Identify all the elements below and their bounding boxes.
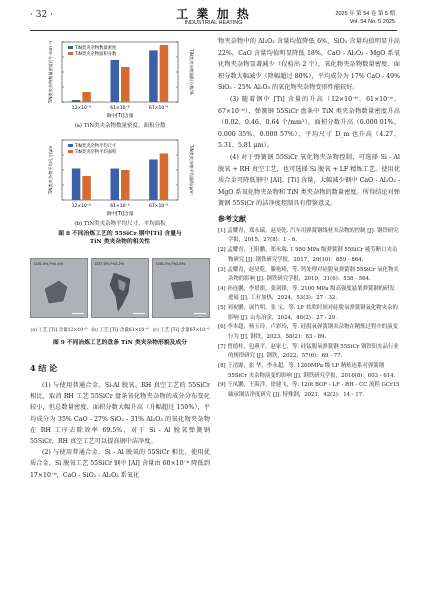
chart-a-ylabel: TiN类夹杂物数量密度/(个·mm⁻²) [48, 40, 53, 104]
reference-item: [7] 曾德柱，包燕平，赵家七，等. 硅锰脱氧弹簧钢 55SiCr 钢铁铝夹品行业的规律研究 [J]. 钢铁，2022，57(6)：69 - 77. [218, 343, 399, 360]
chart-a-legend-label: TiN类夹杂物面积分数 [75, 52, 117, 57]
chart-b-bar-series2 [82, 176, 91, 200]
issue-volume: Vol. 54 No. 5 2025 [349, 19, 395, 25]
chart-b-y2label: TiN类夹杂物平均面积/μm² [189, 144, 194, 196]
right-column [218, 36, 400, 401]
chart-a-legend-swatch [68, 46, 73, 49]
scale-bar [194, 313, 206, 314]
reference-item: [4] 孙连鹏，李晨旗，张剑锋，等. 2100 MPa 级高强度悬架弹簧钢的研发进展 [J]. 工业加热，2024，53(3)：27 - 32. [218, 285, 395, 302]
chart-b-legend-swatch [68, 150, 73, 153]
chart-b-ylabel: TiN类夹杂物平均尺寸/μm [48, 145, 53, 195]
chart-a-bar-series1 [110, 60, 119, 102]
references-list [218, 227, 400, 400]
inclusion-photo-b [91, 258, 149, 318]
chart-a-xtick-label: 67×10⁻⁶ [148, 106, 169, 111]
journal-title: 工 業 加 热 [176, 7, 251, 21]
scale-bar [133, 313, 145, 314]
chart-a-xtick-label: 12×10⁻⁶ [71, 106, 92, 111]
figure9-photos [30, 258, 210, 326]
figure8-caption [30, 230, 210, 246]
chart-a-legend-swatch [68, 52, 73, 55]
chart-b-xlabel: 钢中[Ti]含量 [106, 212, 134, 217]
chart-a-xtick-label: 61×10⁻⁶ [110, 106, 130, 111]
figure8-caption-line1: 图 8 不同冶炼工艺的 55SiCr 钢中[Ti] 含量与 [58, 231, 182, 237]
reference-item: [6] 李本超，杨玉玲，卢彩玲，等. 硅脱氧弹簧钢夹杂物在精炼过程中的演变行为 [J]. 钢铁，2023，58(2)：83 - 89. [218, 324, 398, 340]
chart-a-bar-series1 [72, 100, 81, 102]
inclusion-shape-a [31, 259, 89, 319]
reference-item: [2] 孟耀青，王阳鹏，郑永瑞. 1 950 MPa 级弹簧钢 55SiCr 疲劳断口夹杂物研究 [J]. 钢铁研究学报，2017，29(10)：859 - 864. [218, 247, 398, 263]
chart-b [30, 134, 208, 221]
journal-subtitle: INDUSTRIAL HEATING [184, 20, 243, 26]
chart-b-bar-series1 [149, 160, 158, 201]
chart-b-svg [30, 134, 208, 221]
inclusion-photo-a [30, 258, 88, 318]
chart-a-bar-series2 [160, 45, 169, 102]
chart-b-legend-label: TiN类夹杂物平均面积 [75, 150, 117, 155]
conclusion-paragraph-1: (1) 与使用普通合金、Si-Al 脱氧、RH 真空工艺的 55SiCr 相比，取消 RH 工艺 55SiCr 盘条氧化物夹杂物的成分分布变化较小，但总数量密度、面积分数大幅升高（升幅超过 150%），平均成分为 35% CaO - 27% SiO₂ - 31% Al₂O₃ 的氧化物夹杂物在 RH 工序去除效率 69.5%，对于 Si - Al 脱氧弹簧钢 55SiCr，RH 真空工艺可以提高钢中洁净度。 [30, 382, 210, 446]
reference-item: [9] 王凤鹏，王海洋，徐建飞，等. 120t BOF - LF - RH - CC 流程 GCr15 轴承钢洁净度研究 [J]. 特殊钢，2021，42(2)：14 - 17. [218, 382, 400, 398]
chart-a-bar-series2 [82, 92, 91, 102]
chart-b-bar-series2 [121, 170, 130, 200]
page-header [0, 0, 427, 34]
chart-a-y2label: TiN类夹杂物面积分数/% [189, 49, 194, 95]
figure9-caption: 图 9 不同冶炼工艺的盘条 TiN 类夹杂物形貌及成分 [52, 340, 188, 346]
chart-b-caption: (b) TiN类夹杂物平均尺寸、平均面积 [74, 221, 166, 227]
chart-a-svg [30, 36, 208, 123]
chart-b-xtick-label: 12×10⁻⁶ [71, 204, 92, 209]
section-heading-conclusion: 4 结 论 [30, 363, 58, 373]
conclusion-paragraph-2-cont: 物夹杂物中的 Al₂O₃ 含量均值降低 6%，SiO₂ 含量均值明显升高 22%，CaO 含量均值明显降低 18%，CaO - Al₂O₃ - MgO 系氧化物夹杂物显著减少（仅检出 2 个），氧化物夹杂物数量密度、面积分数大幅减少（降幅超过 80%），平均成分为 17% CaO - 49% SiO₂ - 25% Al₂O₃ 的氧化物夹杂物变形性能较好。 [218, 38, 400, 92]
chart-a-bar-series1 [149, 50, 158, 102]
chart-a-xlabel: 钢中[Ti]含量 [106, 114, 134, 119]
conclusion-paragraph-3: (3) 随着钢中 [Ti] 含量的升高（12×10⁻⁶、61×10⁻⁶、67×10⁻⁶），弹簧钢 55SiCr 盘条中 TiN 类夹杂物数量密度升高（0.02、0.46、0.64 个/mm²），面积分数升高（0.000 01%、0.000 35%、0.000 57%），平均尺寸 D_m 也升高（4.27、5.31、5.81 μm）。 [218, 95, 400, 150]
chart-b-xtick-label: 67×10⁻⁶ [148, 204, 169, 209]
reference-item: [3] 孟耀青，赵昊乾，滕艳琦，等. 钙处理对硅脱氧弹簧钢 55SiCr 氧化物夹杂物的影响 [J]. 钢铁研究学报，2019，31(6)：538 - 564. [218, 266, 399, 282]
chart-a-bar-series2 [121, 67, 130, 102]
chart-a [30, 36, 208, 123]
conclusion-paragraph-4: (4) 对于弹簧钢 55SiCr 氧化物夹杂物控制，可选择 Si - Al 脱氧 + RH 真空工艺，也可选择 Si 脱氧 + LF 精炼工艺。使用优质合金可降低钢中 [Al]、[Ti] 含量，大幅减少钢中 CaO - Al₂O₃ - MgO 系氧化物夹杂物和 TiN 类夹杂物的数量密度。所得结论对弹簧钢 55SiCr 的洁净度控制具有借鉴意义。 [218, 153, 400, 208]
photo-tag: D35.4%,Fe0.4% [34, 261, 64, 266]
chart-b-xtick-label: 61×10⁻⁶ [110, 204, 130, 209]
chart-a-caption: (a) TiN类夹杂物数量密度、面积分数 [74, 123, 166, 129]
photo-caption-b: (b) 工艺 [Ti] 含量61×10⁻⁶ [91, 328, 149, 333]
chart-b-bar-series1 [110, 169, 119, 201]
reference-item: [5] 刘祝鹏，展竹明，张 宝，等. LF 软吹时间对硅脱氧弹簧钢氧化物夹杂的影响 [J]. 山东冶金，2024，46(2)：27 - 29. [218, 305, 398, 321]
references-heading: 参考文献 [218, 213, 246, 223]
inclusion-shape-b [92, 259, 150, 319]
figure9-subcaptions [30, 327, 210, 333]
reference-item: [8] 王清源，张 华，李永超，等. 1200MPa 级 LF 精炼连系对弹簧钢 55SiCr 夹杂物演变的影响 [J]. 钢铁研究学报，2016(8)：603 - 614. [218, 363, 396, 379]
photo-tag: D36.2%,Fe3.5% [156, 261, 186, 266]
chart-b-bar-series1 [72, 169, 81, 201]
chart-b-legend-swatch [68, 144, 73, 147]
inclusion-photo-c [152, 258, 210, 318]
scale-bar [72, 313, 84, 314]
conclusion-paragraph-2: (2) 与使用普通合金、Si - Al 脱氧的 55SiCr 相比，使用优质合金、Si 脱氧工艺 55SiCr 钢中 [Al] 含量由 60×10⁻⁶ 降低到 17×10⁻⁶，CaO - SiO₂ - Al₂O₃ 系氧化 [30, 449, 210, 479]
figure8-caption-line2: TiN 类夹杂物的相关性 [89, 239, 151, 245]
header-rule [30, 30, 397, 31]
photo-caption-c: (c) 工艺 [Ti] 含量67×10⁻⁶ [152, 328, 210, 333]
issue-date: 2025 年 第 54 卷 第 5 期 [335, 11, 395, 17]
photo-caption-a: (a) 工艺 [Ti] 含量12×10⁻⁶ [30, 328, 88, 333]
reference-item: [1] 孟耀青，郑永瑞，赵昊乾. 汽车用弹簧钢线材夹杂物的控制 [J]. 钢铁研究学报，2015，27(8)：1 - 6. [218, 227, 399, 244]
chart-b-legend-label: TiN类夹杂物平均尺寸 [75, 144, 117, 149]
inclusion-shape-c [153, 259, 211, 319]
page-number: · 32 · [30, 10, 53, 20]
chart-b-bar-series2 [160, 154, 169, 201]
left-column [30, 36, 210, 481]
chart-a-legend-label: TiN类夹杂物数量密度 [75, 46, 117, 51]
photo-tag: D37.5%,Fe3.2% [95, 261, 125, 266]
